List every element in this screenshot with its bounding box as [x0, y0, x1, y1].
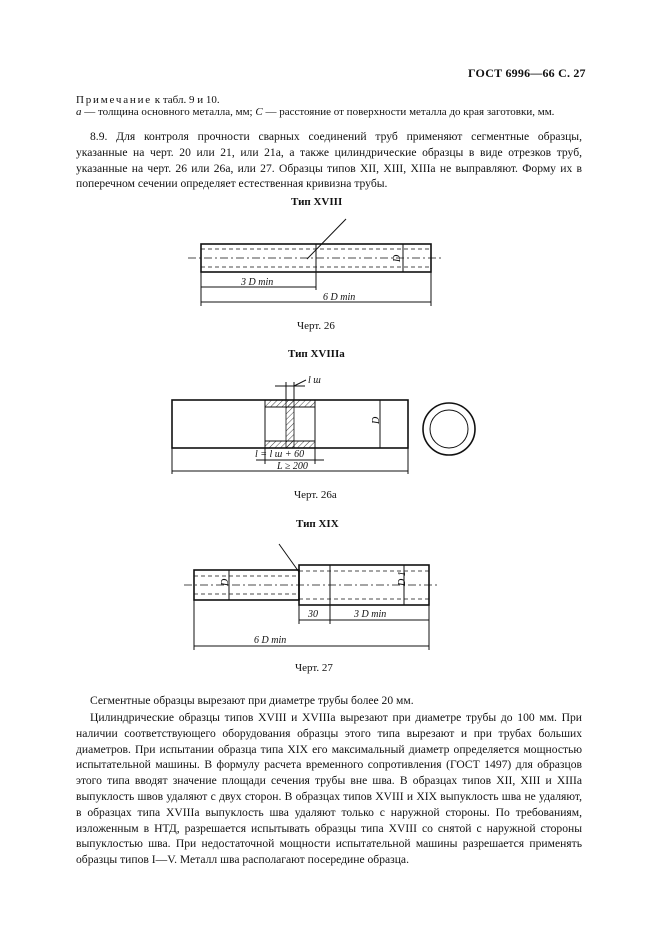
fig26a-caption: Черт. 26а: [294, 489, 337, 501]
fig26a-label-l: l = l ш + 60: [255, 449, 305, 460]
fig27-label-30: 30: [308, 609, 318, 620]
fig26-title: Тип XVIII: [291, 196, 343, 208]
note-label: Примечание: [76, 94, 152, 106]
fig27-label-6d: 6 D min: [254, 635, 287, 646]
fig26-drawing: [186, 214, 444, 314]
fig26-label-d: D: [392, 254, 403, 262]
fig26a-inner-circle: [430, 410, 468, 448]
paragraph-segment-samples: Сегментные образцы вырезают при диаметре трубы более 20 мм.: [90, 694, 414, 707]
note-label-tail: к табл. 9 и 10.: [151, 94, 220, 106]
note-symbol-c: C: [255, 106, 263, 118]
fig26a-weld: [286, 400, 294, 448]
note-line: [76, 106, 554, 118]
fig27-drawing: [182, 540, 444, 652]
note-heading: [76, 94, 220, 106]
fig27-label-d1: D 1: [397, 571, 408, 586]
fig27-caption: Черт. 27: [295, 662, 333, 674]
fig26-label-3d: 3 D min: [241, 277, 274, 288]
fig26a-lsh-leader: [294, 380, 306, 386]
fig27-title: Тип XIX: [296, 518, 339, 530]
fig26a-section-view: [418, 398, 480, 460]
fig26-weld-leader: [307, 219, 346, 259]
page-header: ГОСТ 6996—66 С. 27: [468, 66, 586, 80]
fig27-label-d: D: [220, 578, 231, 586]
fig26a-label-lsh: l ш: [308, 375, 321, 386]
fig27-label-3d: 3 D min: [354, 609, 387, 620]
fig26a-title: Тип XVIIIa: [288, 348, 345, 360]
note-text-2: — расстояние от поверхности металла до края заготовки, мм.: [262, 106, 555, 118]
fig26-caption: Черт. 26: [297, 320, 335, 332]
paragraph-8-9: 8.9. Для контроля прочности сварных соединений труб применяют сегментные образцы, указанные на черт. 20 или 21, или 21а, а также цилиндрические образцы в виде отрезков труб, указанные на черт. 26 или 26а, или 27. Образцы типов XII, XIII, XIIIa не выправляют. Форму их в поперечном сечении определяет естественная кривизна трубы.: [76, 130, 582, 191]
fig26a-label-L: L ≥ 200: [277, 461, 308, 472]
fig27-weld-leader: [279, 544, 299, 572]
fig26a-outer-circle: [423, 403, 475, 455]
paragraph-cylindrical-samples: Цилиндрические образцы типов XVIII и XVIIIa вырезают при диаметре трубы до 100 мм. При наличии соответствующего оборудования образцы этого типа вырезают и при трубах больших диаметров. При испытании образца типа XIX его максимальный диаметр определяется мощностью испытательной машины. В формулу расчета временного сопротивления (ГОСТ 1497) для образцов этого типа вводят значение площади сечения трубы вне шва. В образцах типов XII, XIII и XIIIa выпуклость швов удаляют с двух сторон. В образцах типов XVIII и XIX выпуклость шва не удаляют, в образцах типа XVIIIa выпуклость шва удаляют только с наружной стороны. По требованиям, изложенным в НТД, разрешается испытывать образцы типа XVIII со снятой с наружной стороны выпуклостью шва. При недостаточной мощности испытательной машины разрешается применять образцы типов I—V. Металл шва располагают посередине образца.: [76, 711, 582, 867]
note-symbol-a: a: [76, 106, 82, 118]
fig26-label-6d: 6 D min: [323, 292, 356, 303]
fig26a-label-d: D: [371, 416, 382, 424]
note-text-1: — толщина основного металла, мм;: [81, 106, 256, 118]
